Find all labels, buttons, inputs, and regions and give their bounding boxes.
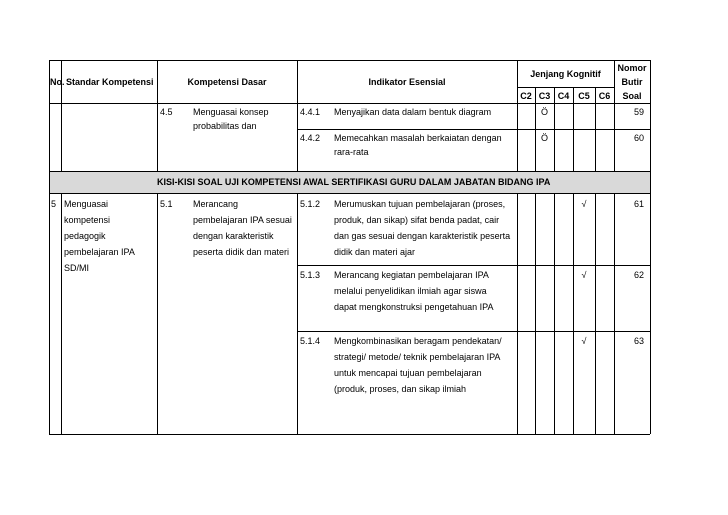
top-kd-line-2: probabilitas dan <box>193 121 257 131</box>
header-jenjang-kognitif: Jenjang Kognitif <box>530 69 601 79</box>
item-number: 62 <box>633 270 644 280</box>
indicator-text-line: didik dan materi ajar <box>334 247 416 257</box>
header-level-c2: C2 <box>520 91 532 101</box>
header-no: No. <box>50 77 65 87</box>
indicator-text-line: Memecahkan masalah berkaiatan dengan <box>334 133 502 143</box>
item-number: 60 <box>633 133 644 143</box>
sk-number: 5 <box>51 199 57 209</box>
sk-line-2: kompetensi <box>64 215 111 225</box>
item-number: 59 <box>633 107 644 117</box>
indicator-text-line: untuk mencapai tujuan pembelajaran <box>334 368 482 378</box>
cognitive-mark: √ <box>581 336 587 346</box>
indicator-text-line: Menyajikan data dalam bentuk diagram <box>334 107 492 117</box>
sk-line-1: Menguasai <box>64 199 109 209</box>
sk-line-3: pedagogik <box>64 231 106 241</box>
indicator-code: 4.4.2 <box>300 133 321 143</box>
section-title: KISI-KISI SOAL UJI KOMPETENSI AWAL SERTIFIKASI GURU DALAM JABATAN BIDANG IPA <box>157 177 551 187</box>
header-level-c3: C3 <box>538 91 551 101</box>
cognitive-mark: √ <box>581 199 587 209</box>
indicator-text-line: Merumuskan tujuan pembelajaran (proses, <box>334 199 506 209</box>
bottom-kd-number: 5.1 <box>160 199 173 209</box>
indicator-text-line: Merancang kegiatan pembelajaran IPA <box>334 270 489 280</box>
indicator-code: 5.1.2 <box>300 199 321 209</box>
indicator-text-line: produk, dan sikap) sifat benda padat, cair <box>334 215 500 225</box>
header-nomor-line-2: Butir <box>621 77 643 87</box>
cognitive-mark: Ö <box>540 133 548 143</box>
header-level-c6: C6 <box>598 91 611 101</box>
item-number: 61 <box>633 199 644 209</box>
header-nomor-line-1: Nomor <box>617 63 647 73</box>
indicator-code: 5.1.4 <box>300 336 321 346</box>
indicator-text-line: melalui penyelidikan ilmiah agar siswa <box>334 286 487 296</box>
indicator-code: 5.1.3 <box>300 270 321 280</box>
indicator-text-line: strategi/ metode/ teknik pembelajaran IPA <box>334 352 501 362</box>
header-kompetensi-dasar: Kompetensi Dasar <box>187 77 267 87</box>
indicator-text-line: dapat mengkonstruksi pengetahuan IPA <box>334 302 494 312</box>
header-nomor-line-3: Soal <box>622 91 642 101</box>
top-kd-number: 4.5 <box>160 107 173 117</box>
item-number: 63 <box>633 336 644 346</box>
sk-line-5: SD/MI <box>64 263 90 273</box>
indicator-text-line: Mengkombinasikan beragam pendekatan/ <box>334 336 502 346</box>
sk-line-4: pembelajaran IPA <box>64 247 135 257</box>
bottom-kd-line-3: dengan karakteristik <box>193 231 274 241</box>
header-level-c5: C5 <box>578 91 590 101</box>
bottom-kd-line-4: peserta didik dan materi <box>193 247 290 257</box>
top-kd-line-1: Menguasai konsep <box>193 107 269 117</box>
header-indikator-esensial: Indikator Esensial <box>368 77 446 87</box>
cognitive-mark: √ <box>581 270 587 280</box>
header-level-c4: C4 <box>557 91 570 101</box>
cognitive-mark: Ö <box>540 107 548 117</box>
indicator-text-line: dan gas sesuai dengan karakteristik peserta <box>334 231 511 241</box>
indicator-text-line: rara-rata <box>334 147 369 157</box>
header-standar-kompetensi: Standar Kompetensi <box>66 77 154 87</box>
indicator-text-line: (produk, proses, dan sikap ilmiah <box>334 384 467 394</box>
bottom-kd-line-2: pembelajaran IPA sesuai <box>193 215 292 225</box>
bottom-kd-line-1: Merancang <box>193 199 239 209</box>
indicator-code: 4.4.1 <box>300 107 321 117</box>
